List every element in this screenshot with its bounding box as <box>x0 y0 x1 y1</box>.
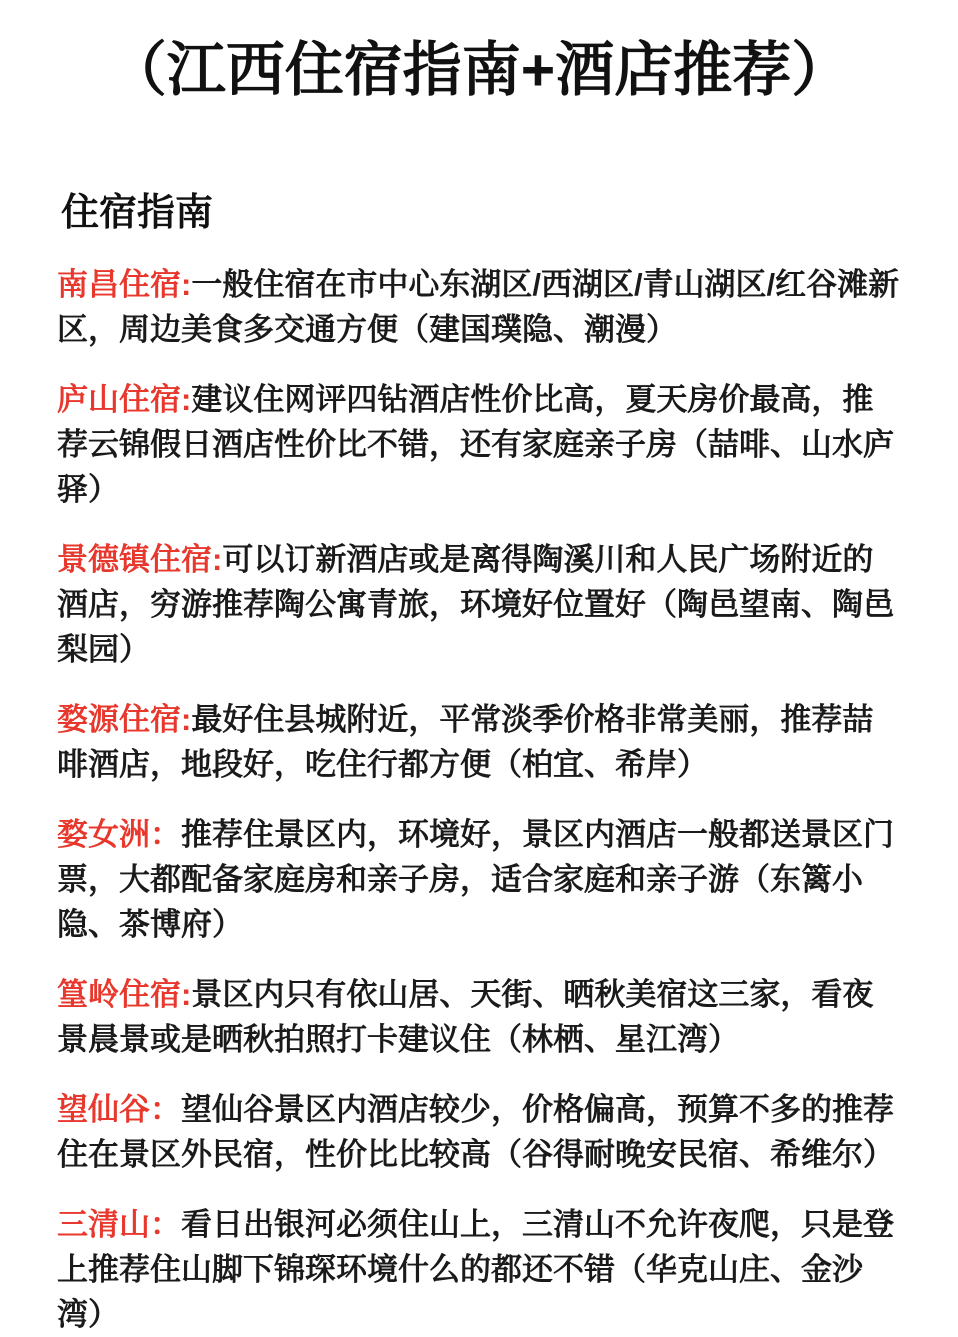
guide-item-text: 最好住县城附近，平常淡季价格非常美丽，推荐喆啡酒店，地段好，吃住行都方便（柏宜、希岸） <box>57 702 874 783</box>
guide-item-jingdezhen <box>57 537 901 672</box>
guide-item-text: 一般住宿在市中心东湖区/西湖区/青山湖区/红谷滩新区，周边美食多交通方便（建国璞隐、潮漫） <box>57 267 900 348</box>
guide-item-label: 婺女洲： <box>57 817 181 853</box>
guide-item-sanqingshan <box>57 1202 901 1337</box>
page-title: （江西住宿指南+酒店推荐） <box>107 37 851 103</box>
guide-item-label: 三清山： <box>57 1207 181 1243</box>
guide-item-text: 建议住网评四钻酒店性价比高，夏天房价最高，推荐云锦假日酒店性价比不错，还有家庭亲子房（喆啡、山水庐驿） <box>57 382 894 508</box>
guide-item-lushan <box>57 377 901 512</box>
guide-item-wuyuan <box>57 697 901 787</box>
guide-item-label: 望仙谷： <box>57 1092 181 1128</box>
guide-item-label: 庐山住宿: <box>57 382 192 418</box>
guide-item-label: 南昌住宿: <box>57 267 192 303</box>
guide-item-huangling <box>57 972 901 1062</box>
guide-item-nanchang <box>57 262 901 352</box>
guide-item-wunvzhou <box>57 812 901 947</box>
guide-item-text: 推荐住景区内，环境好，景区内酒店一般都送景区门票，大都配备家庭房和亲子房，适合家庭和亲子游（东篱小隐、茶博府） <box>57 817 894 943</box>
guide-item-text: 望仙谷景区内酒店较少，价格偏高，预算不多的推荐住在景区外民宿，性价比比较高（谷得耐晚安民宿、希维尔） <box>57 1092 894 1173</box>
guide-item-wangxiangu <box>57 1087 901 1177</box>
guide-item-text: 看日出银河必须住山上，三清山不允许夜爬，只是登上推荐住山脚下锦琛环境什么的都还不错（华克山庄、金沙湾） <box>57 1207 894 1333</box>
guide-item-label: 篁岭住宿: <box>57 977 192 1013</box>
guide-item-text: 可以订新酒店或是离得陶溪川和人民广场附近的酒店，穷游推荐陶公寓青旅，环境好位置好（陶邑望南、陶邑梨园） <box>57 542 894 668</box>
guide-item-label: 婺源住宿: <box>57 702 192 738</box>
guide-item-label: 景德镇住宿: <box>57 542 223 578</box>
section-heading: 住宿指南 <box>61 191 214 234</box>
guide-item-text: 景区内只有依山居、天街、晒秋美宿这三家，看夜景晨景或是晒秋拍照打卡建议住（林栖、星江湾） <box>57 977 874 1058</box>
